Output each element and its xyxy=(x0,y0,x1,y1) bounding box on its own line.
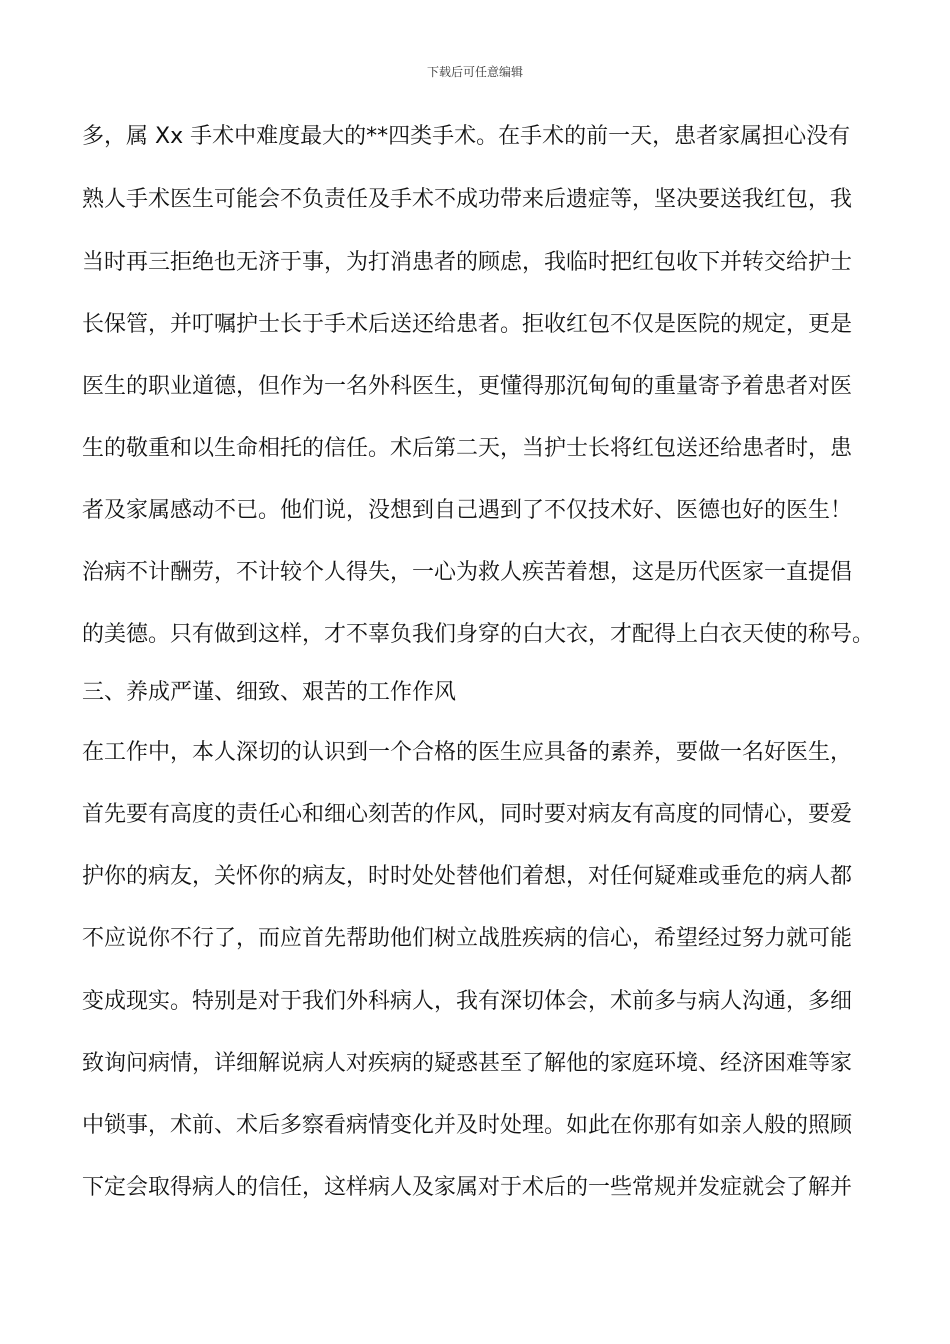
body-line: 医生的职业道德，但作为一名外科医生，更懂得那沉甸甸的重量寄予着患者对医 xyxy=(82,374,853,399)
body-line: 生的敬重和以生命相托的信任。术后第二天，当护士长将红包送还给患者时，患 xyxy=(82,436,853,461)
body-line: 护你的病友，关怀你的病友，时时处处替他们着想，对任何疑难或垂危的病人都 xyxy=(82,864,853,889)
body-line: 长保管，并叮嘱护士长于手术后送还给患者。拒收红包不仅是医院的规定，更是 xyxy=(82,312,853,337)
body-line: 变成现实。特别是对于我们外科病人，我有深切体会，术前多与病人沟通，多细 xyxy=(82,989,853,1014)
body-line: 治病不计酬劳，不计较个人得失，一心为救人疾苦着想，这是历代医家一直提倡 xyxy=(82,560,853,585)
body-line: 当时再三拒绝也无济于事，为打消患者的顾虑，我临时把红包收下并转交给护士 xyxy=(82,250,853,275)
body-line: 中锁事，术前、术后多察看病情变化并及时处理。如此在你那有如亲人般的照顾 xyxy=(82,1113,853,1138)
body-line: 致询问病情，详细解说病人对疾病的疑惑甚至了解他的家庭环境、经济困难等家 xyxy=(82,1051,853,1076)
body-line: 首先要有高度的责任心和细心刻苦的作风，同时要对病友有高度的同情心，要爱 xyxy=(82,802,853,827)
body-line: 在工作中，本人深切的认识到一个合格的医生应具备的素养，要做一名好医生， xyxy=(82,740,853,765)
body-line: 熟人手术医生可能会不负责任及手术不成功带来后遗症等，坚决要送我红包，我 xyxy=(82,187,853,212)
body-line: 的美德。只有做到这样，才不辜负我们身穿的白大衣，才配得上白衣天使的称号。 xyxy=(82,622,875,647)
body-line: 不应说你不行了，而应首先帮助他们树立战胜疾病的信心，希望经过努力就可能 xyxy=(82,926,853,951)
body-line: 者及家属感动不已。他们说，没想到自己遇到了不仅技术好、医德也好的医生！ xyxy=(82,498,853,523)
section-heading: 三、养成严谨、细致、艰苦的工作作风 xyxy=(82,680,457,705)
body-line: 下定会取得病人的信任，这样病人及家属对于术后的一些常规并发症就会了解并 xyxy=(82,1175,853,1200)
body-line: 多，属 Xx 手术中难度最大的**四类手术。在手术的前一天，患者家属担心没有 xyxy=(82,124,851,149)
page-header: 下载后可任意编辑 xyxy=(426,65,523,79)
